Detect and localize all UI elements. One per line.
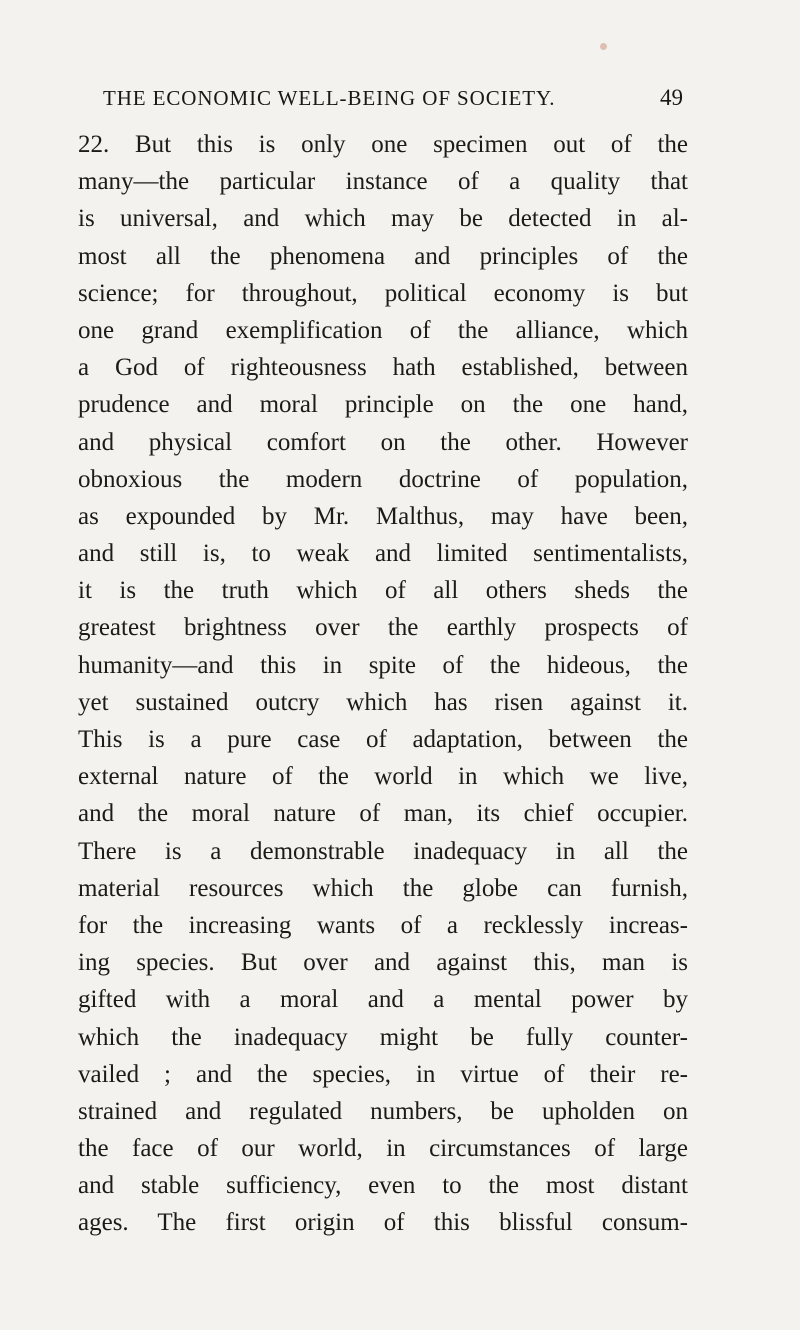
text-line: ing species. But over and against this, man is — [78, 949, 688, 977]
text-line: one grand exemplification of the alliance, which — [78, 316, 688, 344]
main-paragraph — [78, 126, 688, 1242]
text-line: and physical comfort on the other. However — [78, 428, 688, 456]
text-line: strained and regulated numbers, be upholden on — [78, 1097, 688, 1125]
text-line: and still is, to weak and limited sentimentalists, — [78, 540, 688, 568]
paper-speck-mark — [600, 43, 607, 50]
page-header — [103, 86, 683, 116]
text-line: material resources which the globe can furnish, — [78, 874, 688, 902]
text-line: ages. The first origin of this blissful consum- — [78, 1209, 688, 1237]
text-line: a God of righteousness hath established, between — [78, 354, 688, 382]
text-line: There is a demonstrable inadequacy in all the — [78, 837, 688, 865]
text-line: is universal, and which may be detected in al- — [78, 205, 688, 233]
text-line: yet sustained outcry which has risen against it. — [78, 688, 688, 716]
page-number: 49 — [660, 85, 683, 110]
text-line: which the inadequacy might be fully counter- — [78, 1023, 688, 1051]
text-line: most all the phenomena and principles of the — [78, 242, 688, 270]
running-head: THE ECONOMIC WELL-BEING OF SOCIETY. — [103, 86, 556, 110]
text-line: vailed ; and the species, in virtue of their re- — [78, 1060, 688, 1088]
text-line: it is the truth which of all others sheds the — [78, 577, 688, 605]
text-line: gifted with a moral and a mental power by — [78, 986, 688, 1014]
text-line: as expounded by Mr. Malthus, may have been, — [78, 502, 688, 530]
text-line: greatest brightness over the earthly prospects of — [78, 614, 688, 642]
text-line: and the moral nature of man, its chief occupier. — [78, 800, 688, 828]
text-line: and stable sufficiency, even to the most distant — [78, 1172, 688, 1200]
text-line: humanity—and this in spite of the hideous, the — [78, 651, 688, 679]
text-line: for the increasing wants of a recklessly increas- — [78, 911, 688, 939]
text-line: 22. But this is only one specimen out of the — [78, 131, 688, 158]
text-line: the face of our world, in circumstances of large — [78, 1135, 688, 1163]
text-line: prudence and moral principle on the one hand, — [78, 391, 688, 419]
text-line: science; for throughout, political economy is but — [78, 279, 688, 307]
text-line: This is a pure case of adaptation, between the — [78, 726, 688, 753]
text-line: external nature of the world in which we live, — [78, 763, 688, 791]
text-line: many—the particular instance of a quality that — [78, 168, 688, 196]
text-line: obnoxious the modern doctrine of population, — [78, 465, 688, 493]
